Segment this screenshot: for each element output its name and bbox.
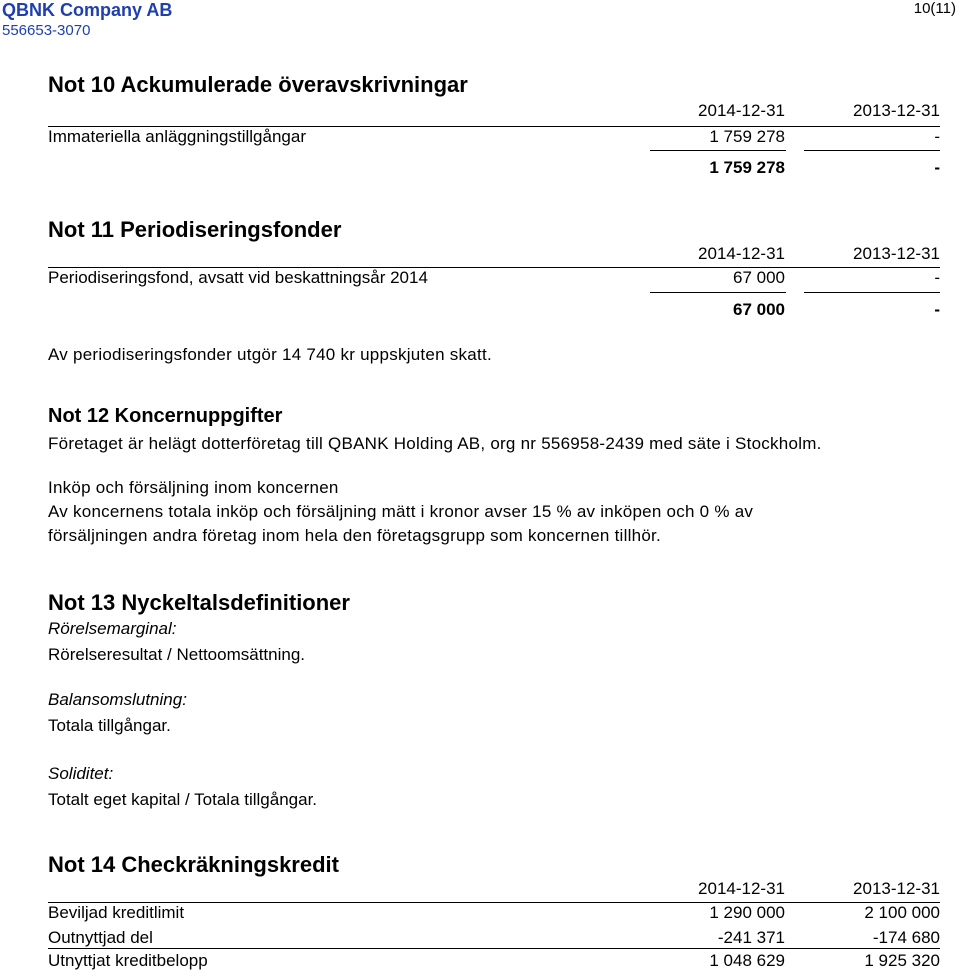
note12-parent-text: Företaget är helägt dotterföretag till QBANK Holding AB, org nr 556958-2439 med säte i Stockholm. [48,434,822,453]
note10-sum-rule-2014 [650,150,786,151]
note10-title: Not 10 Ackumulerade överavskrivningar [48,72,468,97]
note10-total-2014: 1 759 278 [709,158,785,177]
note10-total-2013: - [934,158,940,177]
table-cell: 1 048 629 [709,951,785,970]
table-row-label: Outnyttjad del [48,928,153,947]
note12-text-line2: försäljningen andra företag inom hela den företagsgrupp som koncernen tillhör. [48,526,661,545]
table-row-label: Utnyttjat kreditbelopp [48,951,208,970]
note11-total-2014: 67 000 [733,300,785,319]
definition-term: Soliditet: [48,764,114,783]
note14-col-header-2014: 2014-12-31 [698,879,785,898]
table-cell: 1 290 000 [709,903,785,922]
definition-text: Rörelseresultat / Nettoomsättning. [48,645,306,664]
company-name: QBNK Company AB [2,0,173,20]
note11-col-header-2014: 2014-12-31 [698,244,785,263]
table-cell: -174 680 [872,928,940,947]
note10-col-header-2013: 2013-12-31 [853,101,940,120]
definition-term: Balansomslutning: [48,690,187,709]
note13-title: Not 13 Nyckeltalsdefinitioner [48,590,350,615]
note12-subheading: Inköp och försäljning inom koncernen [48,478,339,497]
note11-row-value-2013: - [934,268,940,287]
definition-term: Rörelsemarginal: [48,619,177,638]
note10-col-header-2014: 2014-12-31 [698,101,785,120]
note11-col-header-2013: 2013-12-31 [853,244,940,263]
note10-row-label: Immateriella anläggningstillgångar [48,127,306,146]
page-number: 10(11) [913,0,956,17]
note12-title: Not 12 Koncernuppgifter [48,405,283,427]
note11-sum-rule-2014 [650,292,786,293]
table-cell: 2 100 000 [864,903,940,922]
note14-row-rule [48,948,940,949]
note10-sum-rule-2013 [804,150,940,151]
table-row-label: Beviljad kreditlimit [48,903,185,922]
note12-text-line1: Av koncernens totala inköp och försäljning mätt i kronor avser 15 % av inköpen och 0 % av [48,502,754,521]
table-cell: -241 371 [717,928,785,947]
note11-title: Not 11 Periodiseringsfonder [48,217,342,242]
note10-row-value-2013: - [934,127,940,146]
note11-sum-rule-2013 [804,292,940,293]
note11-total-2013: - [934,300,940,319]
definition-text: Totalt eget kapital / Totala tillgångar. [48,790,318,809]
note11-row-label: Periodiseringsfond, avsatt vid beskattningsår 2014 [48,268,428,287]
note10-row-value-2014: 1 759 278 [709,127,785,146]
note14-title: Not 14 Checkräkningskredit [48,852,339,877]
definition-text: Totala tillgångar. [48,716,171,735]
note11-deferred-tax-note: Av periodiseringsfonder utgör 14 740 kr uppskjuten skatt. [48,345,492,364]
org-number: 556653-3070 [2,22,91,39]
note11-row-value-2014: 67 000 [733,268,785,287]
table-cell: 1 925 320 [864,951,940,970]
note14-col-header-2013: 2013-12-31 [853,879,940,898]
